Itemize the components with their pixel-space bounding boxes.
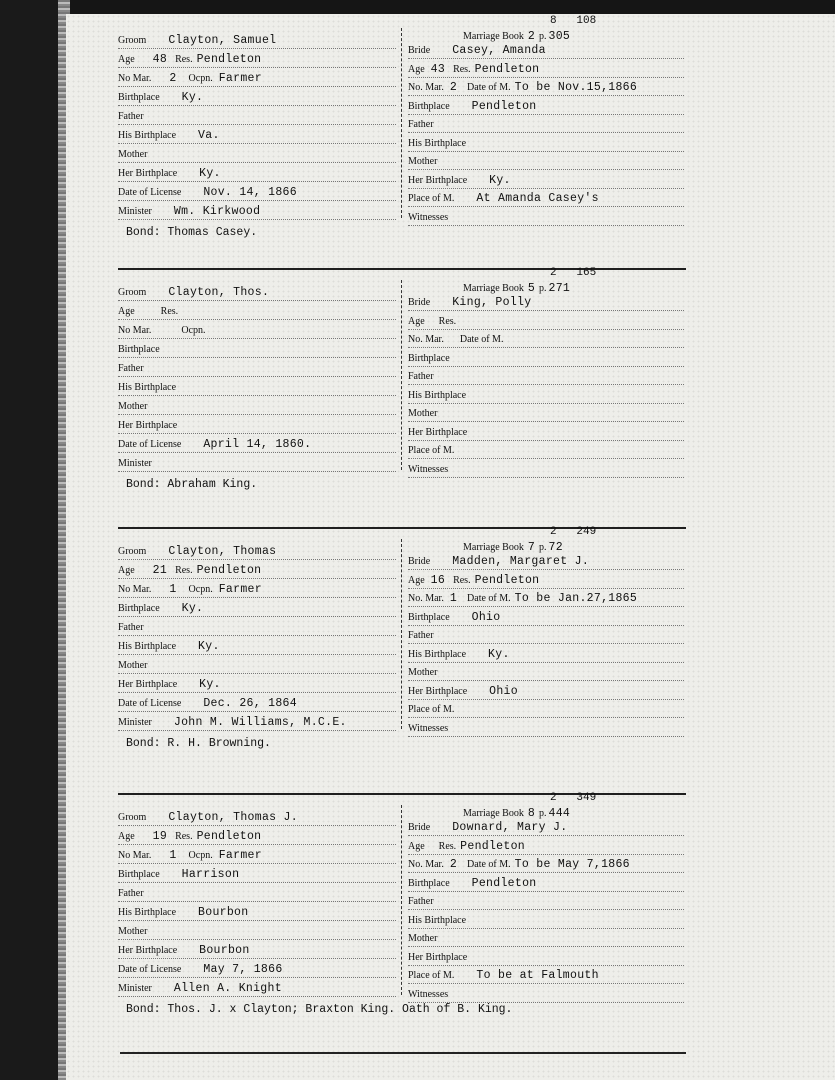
bride-witnesses-row (408, 984, 684, 1003)
bride-res-label: Res. (438, 315, 457, 327)
marriage-book-page: 271 (548, 282, 571, 295)
bride-mother-row (408, 928, 684, 947)
bride-age-label: Age (408, 63, 425, 75)
groom-res-value: Pendleton (196, 830, 262, 843)
bride-her-birthplace-value: Ky. (489, 173, 511, 187)
record-separator-line (118, 793, 686, 795)
groom-his-birthplace-row (118, 902, 396, 921)
groom-age-label: Age (118, 54, 135, 65)
groom-mother-label: Mother (118, 401, 148, 412)
marriage-record (118, 268, 686, 518)
groom-no-mar-label: No Mar. (118, 584, 152, 595)
bride-age-label: Age (408, 574, 425, 586)
groom-her-birthplace-row (118, 163, 396, 182)
bride-his-birthplace-row (408, 910, 684, 929)
marriage-book-label: Marriage Book (463, 31, 524, 42)
record-separator-line (118, 268, 686, 270)
groom-ocpn-label: Ocpn. (181, 325, 206, 336)
groom-age-value: 48 (152, 53, 168, 66)
bride-father-label: Father (408, 371, 434, 382)
bride-mother-label: Mother (408, 408, 438, 419)
bond-note: Bond: Thos. J. x Clayton; Braxton King. Oath of B. King. (126, 1003, 513, 1016)
bride-father-label: Father (408, 896, 434, 907)
bride-father-row (408, 891, 684, 910)
groom-mother-row (118, 655, 396, 674)
groom-date-of-license-value: April 14, 1860. (203, 438, 312, 451)
page-label: p. (539, 808, 547, 819)
bride-her-birthplace-value: Ohio (489, 684, 518, 698)
bride-bride-row (408, 817, 684, 836)
bond-note: Bond: Abraham King. (126, 478, 258, 491)
groom-age-value: 19 (152, 830, 168, 843)
bride-birthplace-label: Birthplace (408, 100, 450, 112)
bride-birthplace-label: Birthplace (408, 352, 450, 364)
groom-no-mar-row (118, 320, 396, 339)
marriage-book-label: Marriage Book (463, 808, 524, 819)
groom-name-value: Clayton, Thos. (168, 286, 270, 299)
groom-his-birthplace-label: His Birthplace (118, 641, 177, 652)
bride-place-of-m-label: Place of M. (408, 193, 455, 204)
groom-groom-label: Groom (118, 812, 147, 823)
marriage-book-page: 72 (548, 541, 563, 554)
groom-ocpn-label: Ocpn. (188, 73, 213, 84)
bride-birthplace-value: Ohio (471, 610, 501, 624)
bride-age-label: Age (408, 315, 425, 327)
marriage-book-page: 444 (548, 807, 571, 820)
bride-name-value: Casey, Amanda (452, 44, 546, 57)
groom-ocpn-value: Farmer (218, 849, 262, 862)
groom-father-row (118, 106, 396, 125)
groom-mother-label: Mother (118, 660, 148, 671)
bride-mother-label: Mother (408, 933, 438, 944)
page-label: p. (539, 31, 547, 42)
bride-date-of-m-label: Date of M. (467, 859, 511, 870)
groom-mother-row (118, 921, 396, 940)
bride-date-of-m-value: To be May 7,1866 (514, 858, 630, 871)
groom-minister-label: Minister (118, 983, 152, 994)
bride-place-of-m-label: Place of M. (408, 704, 455, 715)
groom-minister-row (118, 712, 396, 731)
bride-witnesses-label: Witnesses (408, 463, 449, 475)
groom-minister-label: Minister (118, 717, 152, 728)
groom-birthplace-value: Harrison (181, 868, 240, 881)
bride-place-of-m-value: At Amanda Casey's (476, 192, 599, 205)
groom-her-birthplace-row (118, 415, 396, 434)
bride-bride-label: Bride (408, 45, 431, 56)
bride-res-label: Res. (438, 840, 457, 852)
bride-place-of-m-row (408, 965, 684, 984)
bride-age-row (408, 836, 684, 855)
bride-witnesses-label: Witnesses (408, 722, 449, 734)
column-divider (401, 28, 402, 218)
groom-ocpn-value: Farmer (218, 583, 262, 596)
bride-her-birthplace-label: Her Birthplace (408, 426, 468, 438)
bride-no-mar-b-row (408, 329, 684, 348)
bride-age-label: Age (408, 840, 425, 852)
groom-date-of-license-row (118, 182, 396, 201)
groom-res-value: Pendleton (196, 564, 262, 577)
groom-res-label: Res. (175, 565, 193, 576)
groom-birthplace-row (118, 864, 396, 883)
bride-witnesses-row (408, 207, 684, 226)
bride-age-row (408, 59, 684, 78)
groom-father-label: Father (118, 888, 144, 899)
groom-res-label: Res. (160, 306, 179, 317)
groom-his-birthplace-row (118, 377, 396, 396)
bride-his-birthplace-row (408, 133, 684, 152)
groom-birthplace-label: Birthplace (118, 92, 160, 103)
groom-no-mar-label: No Mar. (118, 850, 152, 861)
bride-her-birthplace-row (408, 947, 684, 966)
scanner-edge (0, 0, 66, 1080)
groom-birthplace-row (118, 87, 396, 106)
groom-her-birthplace-label: Her Birthplace (118, 168, 178, 179)
marriage-book-superscript: 2 165 (550, 267, 597, 279)
groom-date-of-license-row (118, 959, 396, 978)
groom-father-row (118, 883, 396, 902)
groom-date-of-license-value: Dec. 26, 1864 (203, 697, 297, 710)
marriage-book-volume: 7 (527, 541, 536, 554)
bride-her-birthplace-label: Her Birthplace (408, 951, 468, 963)
groom-father-row (118, 617, 396, 636)
groom-date-of-license-value: Nov. 14, 1866 (203, 186, 297, 199)
marriage-book-label: Marriage Book (463, 542, 524, 553)
groom-his-birthplace-row (118, 636, 396, 655)
bride-birthplace-value: Pendleton (471, 876, 537, 890)
groom-no-mar-value: 1 (169, 849, 177, 862)
groom-minister-row (118, 978, 396, 997)
groom-no-mar-value: 2 (169, 72, 177, 85)
groom-her-birthplace-label: Her Birthplace (118, 945, 178, 956)
bride-mother-row (408, 151, 684, 170)
bond-note: Bond: Thomas Casey. (126, 226, 258, 239)
groom-her-birthplace-row (118, 940, 396, 959)
bride-mother-row (408, 403, 684, 422)
bride-birthplace-row (408, 873, 684, 892)
bride-no-mar-value: 1 (449, 592, 458, 605)
bride-date-of-m-label: Date of M. (467, 593, 511, 604)
groom-date-of-license-value: May 7, 1866 (203, 963, 283, 976)
groom-his-birthplace-label: His Birthplace (118, 907, 177, 918)
groom-mother-row (118, 396, 396, 415)
groom-date-of-license-label: Date of License (118, 964, 182, 975)
bride-date-of-m-label: Date of M. (459, 334, 504, 345)
groom-his-birthplace-value: Va. (198, 129, 220, 142)
page-label: p. (539, 542, 547, 553)
groom-no-mar-label: No Mar. (118, 325, 152, 336)
bride-her-birthplace-row (408, 170, 684, 189)
groom-groom-row (118, 541, 396, 560)
groom-name-value: Clayton, Thomas (168, 545, 277, 558)
bond-note: Bond: R. H. Browning. (126, 737, 271, 750)
groom-date-of-license-label: Date of License (118, 698, 182, 709)
groom-his-birthplace-label: His Birthplace (118, 130, 177, 141)
bride-his-birthplace-value: Ky. (488, 647, 510, 661)
bride-no-mar-b-label: No. Mar. (408, 593, 444, 604)
groom-age-row (118, 560, 396, 579)
groom-minister-row (118, 201, 396, 220)
groom-age-label: Age (118, 565, 135, 576)
bride-his-birthplace-label: His Birthplace (408, 914, 467, 926)
bride-birthplace-label: Birthplace (408, 877, 450, 889)
groom-age-value: 21 (152, 564, 168, 577)
bride-no-mar-value: 2 (449, 858, 458, 871)
marriage-record (118, 793, 686, 1043)
bride-mother-row (408, 662, 684, 681)
bride-birthplace-row (408, 348, 684, 367)
groom-res-label: Res. (175, 831, 193, 842)
marriage-book-superscript: 2 349 (550, 792, 597, 804)
bride-bride-row (408, 40, 684, 59)
bride-father-label: Father (408, 630, 434, 641)
groom-birthplace-row (118, 598, 396, 617)
bride-place-of-m-label: Place of M. (408, 970, 455, 981)
bride-res-label: Res. (453, 63, 471, 75)
groom-date-of-license-label: Date of License (118, 187, 182, 198)
groom-his-birthplace-label: His Birthplace (118, 382, 177, 393)
bride-age-row (408, 311, 684, 330)
groom-birthplace-label: Birthplace (118, 869, 160, 880)
groom-age-label: Age (118, 306, 135, 317)
bride-place-of-m-row (408, 188, 684, 207)
groom-groom-label: Groom (118, 287, 147, 298)
groom-no-mar-row (118, 579, 396, 598)
groom-mother-row (118, 144, 396, 163)
bride-res-label: Res. (453, 574, 471, 586)
groom-age-row (118, 49, 396, 68)
bride-her-birthplace-label: Her Birthplace (408, 174, 468, 186)
bride-her-birthplace-label: Her Birthplace (408, 685, 468, 697)
marriage-book-superscript: 2 249 (550, 526, 597, 538)
groom-father-row (118, 358, 396, 377)
bride-bride-row (408, 551, 684, 570)
bride-res-value: Pendleton (474, 573, 540, 587)
groom-her-birthplace-label: Her Birthplace (118, 420, 178, 431)
bride-date-of-m-label: Date of M. (467, 82, 511, 93)
bride-age-value: 16 (430, 573, 446, 587)
groom-groom-label: Groom (118, 35, 147, 46)
groom-mother-label: Mother (118, 149, 148, 160)
groom-groom-row (118, 807, 396, 826)
groom-birthplace-value: Ky. (181, 602, 204, 615)
bride-place-of-m-label: Place of M. (408, 445, 455, 456)
bride-mother-label: Mother (408, 667, 438, 678)
bride-birthplace-value: Pendleton (471, 99, 537, 113)
bride-his-birthplace-label: His Birthplace (408, 137, 467, 149)
bride-father-row (408, 366, 684, 385)
bride-his-birthplace-row (408, 644, 684, 663)
bride-birthplace-label: Birthplace (408, 611, 450, 623)
groom-no-mar-value: 1 (169, 583, 177, 596)
bride-his-birthplace-row (408, 385, 684, 404)
groom-age-label: Age (118, 831, 135, 842)
bride-name-value: Downard, Mary J. (452, 821, 568, 834)
bride-age-value: 43 (430, 62, 446, 76)
bride-res-value: Pendleton (474, 62, 540, 76)
groom-father-label: Father (118, 111, 144, 122)
page-label: p. (539, 283, 547, 294)
bride-no-mar-b-label: No. Mar. (408, 859, 444, 870)
column-divider (401, 280, 402, 470)
bride-no-mar-b-row (408, 77, 684, 96)
groom-ocpn-label: Ocpn. (188, 850, 213, 861)
groom-birthplace-row (118, 339, 396, 358)
bride-her-birthplace-row (408, 422, 684, 441)
bride-place-of-m-value: To be at Falmouth (476, 969, 599, 982)
bride-father-row (408, 114, 684, 133)
bride-name-value: Madden, Margaret J. (452, 555, 590, 568)
bride-bride-label: Bride (408, 822, 431, 833)
groom-minister-value: Wm. Kirkwood (173, 205, 261, 218)
bride-mother-label: Mother (408, 156, 438, 167)
record-separator-line (118, 527, 686, 529)
groom-his-birthplace-value: Ky. (198, 640, 220, 653)
bride-no-mar-b-row (408, 588, 684, 607)
groom-birthplace-label: Birthplace (118, 603, 160, 614)
groom-her-birthplace-label: Her Birthplace (118, 679, 178, 690)
groom-his-birthplace-value: Bourbon (198, 906, 249, 919)
bride-res-value: Pendleton (460, 839, 525, 853)
bride-father-row (408, 625, 684, 644)
groom-minister-value: John M. Williams, M.C.E. (173, 716, 347, 729)
marriage-book-label: Marriage Book (463, 283, 524, 294)
bride-date-of-m-value: To be Jan.27,1865 (514, 592, 638, 605)
groom-name-value: Clayton, Samuel (168, 34, 277, 47)
groom-ocpn-label: Ocpn. (188, 584, 213, 595)
groom-no-mar-label: No Mar. (118, 73, 152, 84)
groom-birthplace-label: Birthplace (118, 344, 160, 355)
bride-bride-row (408, 292, 684, 311)
marriage-record (118, 527, 686, 777)
groom-minister-row (118, 453, 396, 472)
groom-her-birthplace-value: Bourbon (199, 944, 250, 957)
groom-age-row (118, 826, 396, 845)
groom-name-value: Clayton, Thomas J. (168, 811, 298, 824)
bride-witnesses-row (408, 718, 684, 737)
groom-minister-value: Allen A. Knight (173, 982, 282, 995)
bride-bride-label: Bride (408, 297, 431, 308)
bride-no-mar-b-label: No. Mar. (408, 334, 444, 345)
bride-no-mar-value: 2 (449, 81, 458, 94)
bride-father-label: Father (408, 119, 434, 130)
groom-no-mar-row (118, 845, 396, 864)
bride-no-mar-b-label: No. Mar. (408, 82, 444, 93)
page-bottom-rule (120, 1052, 686, 1054)
bride-name-value: King, Polly (452, 296, 532, 309)
groom-date-of-license-row (118, 434, 396, 453)
groom-res-value: Pendleton (196, 53, 262, 66)
marriage-book-page: 305 (548, 30, 571, 43)
groom-age-row (118, 301, 396, 320)
bride-his-birthplace-label: His Birthplace (408, 389, 467, 401)
groom-birthplace-value: Ky. (181, 91, 204, 104)
groom-groom-label: Groom (118, 546, 147, 557)
bride-place-of-m-row (408, 699, 684, 718)
bride-no-mar-b-row (408, 854, 684, 873)
groom-father-label: Father (118, 622, 144, 633)
groom-mother-label: Mother (118, 926, 148, 937)
groom-her-birthplace-value: Ky. (199, 167, 221, 180)
bride-his-birthplace-label: His Birthplace (408, 648, 467, 660)
bride-witnesses-label: Witnesses (408, 988, 449, 1000)
groom-date-of-license-label: Date of License (118, 439, 182, 450)
groom-ocpn-value: Farmer (218, 72, 262, 85)
bride-age-row (408, 570, 684, 589)
bride-birthplace-row (408, 607, 684, 626)
groom-res-label: Res. (175, 54, 193, 65)
marriage-book-superscript: 8 108 (550, 15, 597, 27)
bride-bride-label: Bride (408, 556, 431, 567)
marriage-book-volume: 5 (527, 282, 536, 295)
groom-father-label: Father (118, 363, 144, 374)
groom-no-mar-row (118, 68, 396, 87)
groom-his-birthplace-row (118, 125, 396, 144)
bride-birthplace-row (408, 96, 684, 115)
bride-place-of-m-row (408, 440, 684, 459)
groom-groom-row (118, 282, 396, 301)
bride-date-of-m-value: To be Nov.15,1866 (514, 81, 638, 94)
bride-witnesses-row (408, 459, 684, 478)
groom-her-birthplace-row (118, 674, 396, 693)
marriage-record (118, 16, 686, 266)
groom-her-birthplace-value: Ky. (199, 678, 221, 691)
marriage-book-volume: 2 (527, 30, 536, 43)
groom-groom-row (118, 30, 396, 49)
groom-date-of-license-row (118, 693, 396, 712)
column-divider (401, 539, 402, 729)
groom-minister-label: Minister (118, 206, 152, 217)
marriage-book-volume: 8 (527, 807, 536, 820)
bride-her-birthplace-row (408, 681, 684, 700)
bride-witnesses-label: Witnesses (408, 211, 449, 223)
column-divider (401, 805, 402, 995)
groom-minister-label: Minister (118, 458, 152, 469)
